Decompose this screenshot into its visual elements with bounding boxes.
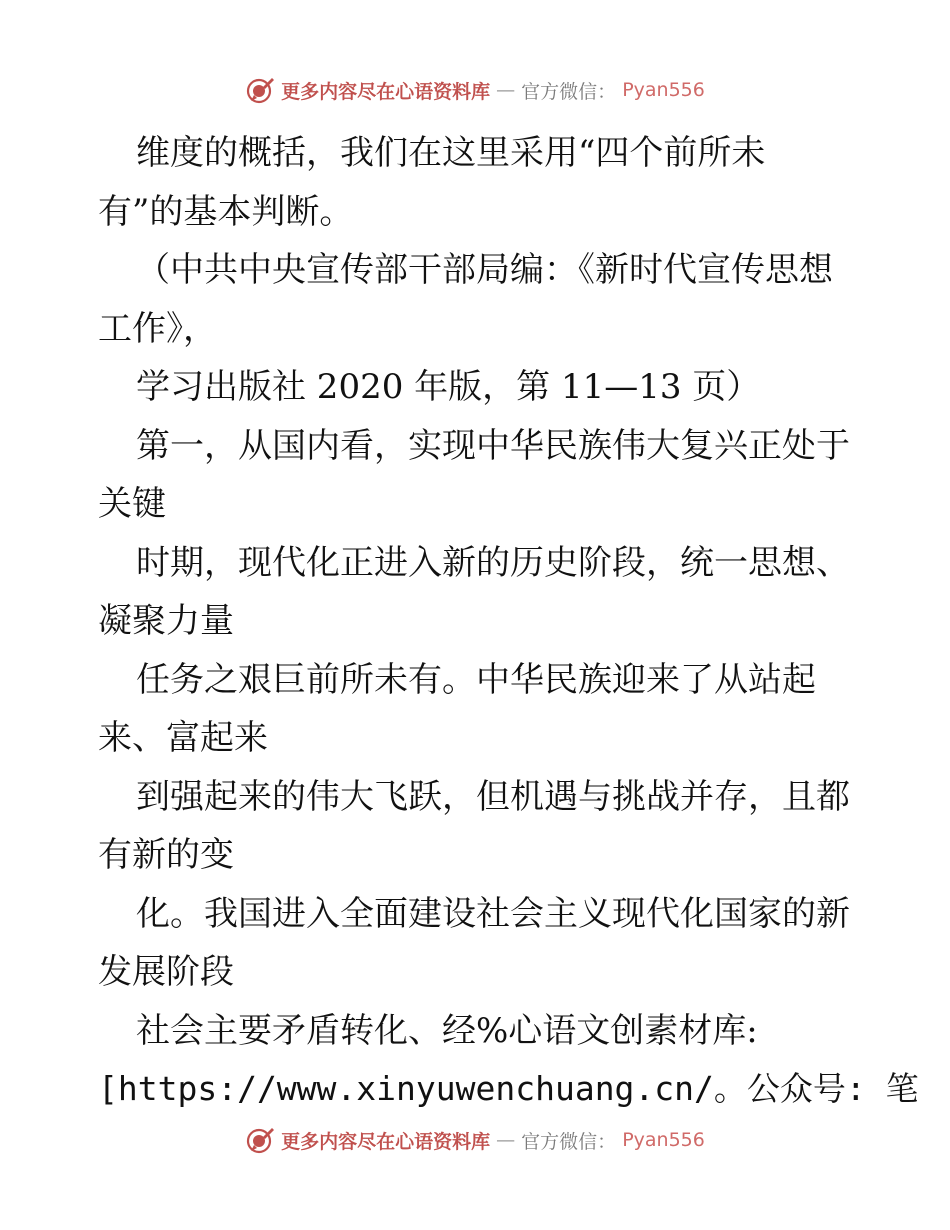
banner-brand: 更多内容尽在心语资料库 (281, 80, 491, 103)
text-line: 化。我国进入全面建设社会主义现代化国家的新 (136, 893, 850, 934)
banner-wechat-id: Pyan556 (622, 1129, 705, 1151)
banner-dash: — (496, 79, 516, 101)
text-line: 学习出版社 2020 年版，第 11—13 页） (136, 367, 761, 407)
banner-wechat-id: Pyan556 (622, 79, 705, 101)
banner-wechat-label: 官方微信： (521, 1130, 617, 1153)
text-line: 凝聚力量 (98, 601, 234, 641)
text-line: 发展阶段 (98, 952, 234, 992)
seal-pen-icon (245, 75, 275, 105)
text-line: 维度的概括，我们在这里采用“四个前所未 (136, 133, 766, 173)
seal-pen-icon (245, 1125, 275, 1155)
text-line: 任务之艰巨前所未有。中华民族迎来了从站起 (136, 659, 816, 700)
text-line: 社会主要矛盾转化、经%心语文创素材库: (136, 1010, 758, 1051)
text-line: 第一，从国内看，实现中华民族伟大复兴正处于 (136, 425, 850, 466)
text-line: 有”的基本判断。 (98, 191, 354, 232)
text-line: 来、富起来 (98, 718, 268, 758)
header-banner (0, 72, 950, 108)
banner-brand: 更多内容尽在心语资料库 (281, 1130, 491, 1153)
banner-dash: — (496, 1129, 516, 1151)
text-line: 关键 (98, 484, 166, 524)
text-line: 有新的变 (98, 835, 234, 875)
text-line: 时期，现代化正进入新的历史阶段，统一思想、 (136, 542, 850, 583)
text-line: [https://www.xinyuwenchuang.cn/。公众号: 笔 (98, 1069, 919, 1108)
text-line: 到强起来的伟大飞跃，但机遇与挑战并存，且都 (136, 776, 850, 817)
banner-wechat-label: 官方微信： (521, 80, 617, 103)
text-line: 工作》， (98, 308, 217, 349)
document-body (98, 124, 919, 1119)
text-line: （中共中央宣传部干部局编：《新时代宣传思想 (136, 250, 833, 290)
footer-banner (0, 1122, 950, 1158)
